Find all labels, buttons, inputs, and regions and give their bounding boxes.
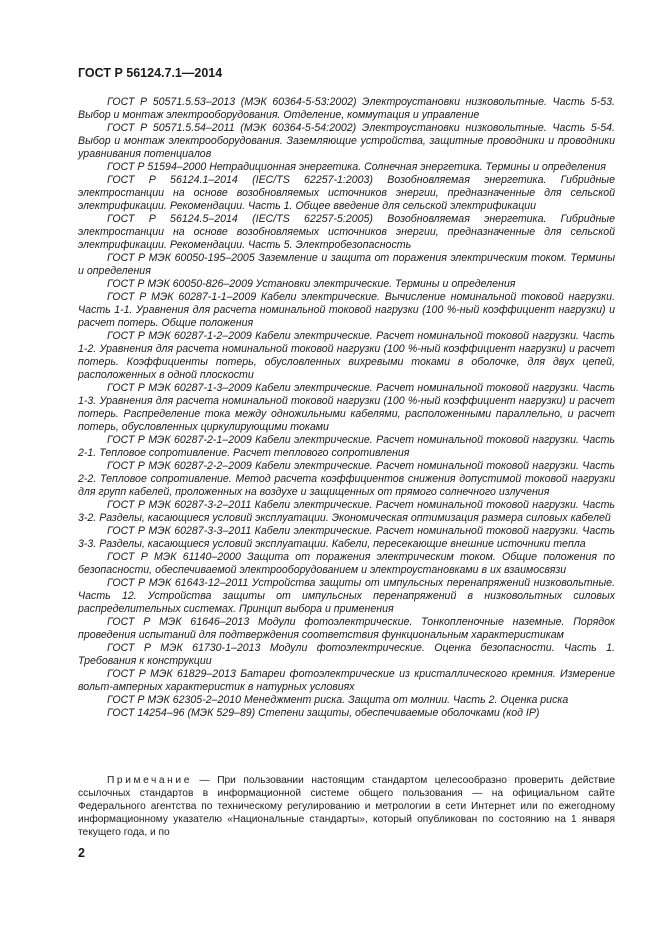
reference-item: ГОСТ Р 56124.1–2014 (IEC/TS 62257-1:2003) Возобновляемая энергетика. Гибридные электростанции на основе возобновляемых источников энергии, предназначенные для сельской электрификации. Рекомендации. Часть 1. Общее введение для сельской электрификации [78, 174, 615, 212]
reference-item: ГОСТ Р МЭК 60050-195–2005 Заземление и защита от поражения электрическим током. Термины и определения [78, 252, 615, 277]
reference-item: ГОСТ Р МЭК 60287-2-2–2009 Кабели электрические. Расчет номинальной токовой нагрузки. Часть 2-2. Тепловое сопротивление. Метод расчета коэффициентов снижения допустимой токовой нагрузки для групп кабелей, проложенных на воздухе и защищенных от прямого солнечного излучения [78, 460, 615, 498]
note-paragraph [78, 774, 615, 839]
reference-item: ГОСТ Р 50571.5.53–2013 (МЭК 60364-5-53:2002) Электроустановки низковольтные. Часть 5-53. Выбор и монтаж электрооборудования. Отделение, коммутация и управление [78, 96, 615, 121]
reference-item: ГОСТ Р МЭК 61730-1–2013 Модули фотоэлектрические. Оценка безопасности. Часть 1. Требования к конструкции [78, 642, 615, 667]
reference-item: ГОСТ Р МЭК 60287-3-2–2011 Кабели электрические. Расчет номинальной токовой нагрузки. Часть 3-2. Разделы, касающиеся условий эксплуатации. Экономическая оптимизация размера силовых кабелей [78, 499, 615, 524]
reference-item: ГОСТ Р МЭК 60287-2-1–2009 Кабели электрические. Расчет номинальной токовой нагрузки. Часть 2-1. Тепловое сопротивление. Расчет теплового сопротивления [78, 434, 615, 459]
reference-item: ГОСТ Р МЭК 61829–2013 Батареи фотоэлектрические из кристаллического кремния. Измерение вольт-амперных характеристик в натурных условиях [78, 668, 615, 693]
reference-item: ГОСТ Р МЭК 61643-12–2011 Устройства защиты от импульсных перенапряжений низковольтные. Часть 12. Устройства защиты от импульсных перенапряжений в низковольтных силовых распределительных системах. Принцип выбора и применения [78, 577, 615, 615]
reference-item: ГОСТ Р МЭК 61140–2000 Защита от поражения электрическим током. Общие положения по безопасности, обеспечиваемой электрооборудованием и электроустановками в их взаимосвязи [78, 551, 615, 576]
reference-item: ГОСТ Р МЭК 60287-3-3–2011 Кабели электрические. Расчет номинальной токовой нагрузки. Часть 3-3. Разделы, касающиеся условий эксплуатации. Кабели, пересекающие внешние источники тепла [78, 525, 615, 550]
reference-item: ГОСТ Р МЭК 60287-1-1–2009 Кабели электрические. Вычисление номинальной токовой нагрузки. Часть 1-1. Уравнения для расчета номинальной токовой нагрузки (100 %-ный коэффициент нагрузки) и расчет потерь. Общие положения [78, 291, 615, 329]
page-number: 2 [78, 846, 85, 860]
reference-item: ГОСТ Р 56124.5–2014 (IEC/TS 62257-5:2005) Возобновляемая энергетика. Гибридные электростанции на основе возобновляемых источников энергии, предназначенные для сельской электрификации. Рекомендации. Часть 5. Электробезопасность [78, 213, 615, 251]
reference-item: ГОСТ Р МЭК 62305-2–2010 Менеджмент риска. Защита от молнии. Часть 2. Оценка риска [107, 694, 569, 706]
reference-item: ГОСТ Р 51594–2000 Нетрадиционная энергетика. Солнечная энергетика. Термины и определения [107, 161, 606, 173]
note-text: — При пользовании настоящим стандартом целесообразно проверить действие ссылочных стандартов в информационной системе общего пользования — на официальном сайте Федерального агентства по техническому регулированию и метрологии в сети Интернет или по ежегодному информационному указателю «Национальные стандарты», который опубликован по состоянию на 1 января текущего года, и по [78, 775, 615, 838]
note-label: Примечание [107, 775, 192, 786]
reference-item: ГОСТ Р МЭК 60287-1-3–2009 Кабели электрические. Расчет номинальной токовой нагрузки. Часть 1-3. Уравнения для расчета номинальной токовой нагрузки (100 %-ный коэффициент нагрузки) и расчет потерь. Распределение тока между одножильными кабелями, расположенными параллельно, и расчет потерь, обусловленных циркулирующими токами [78, 382, 615, 433]
reference-item: ГОСТ Р МЭК 61646–2013 Модули фотоэлектрические. Тонкопленочные наземные. Порядок проведения испытаний для подтверждения соответствия функциональным характеристикам [78, 616, 615, 641]
reference-item: ГОСТ Р 50571.5.54–2011 (МЭК 60364-5-54:2002) Электроустановки низковольтные. Часть 5-54. Выбор и монтаж электрооборудования. Заземляющие устройства, защитные проводники и проводники уравнивания потенциалов [78, 122, 615, 160]
document-header: ГОСТ Р 56124.7.1—2014 [78, 66, 223, 80]
reference-item: ГОСТ Р МЭК 60050-826–2009 Установки электрические. Термины и определения [107, 278, 516, 290]
reference-item: ГОСТ Р МЭК 60287-1-2–2009 Кабели электрические. Расчет номинальной токовой нагрузки. Часть 1-2. Уравнения для расчета номинальной токовой нагрузки (100 %-ный коэффициент нагрузки) и расчет потерь. Коэффициенты потерь, обусловленных вихревыми токами в оболочке, для двух цепей, расположенных в одной плоскости [78, 330, 615, 381]
normative-references-list [78, 96, 615, 720]
reference-item: ГОСТ 14254–96 (МЭК 529–89) Степени защиты, обеспечиваемые оболочками (код IP) [107, 707, 540, 719]
